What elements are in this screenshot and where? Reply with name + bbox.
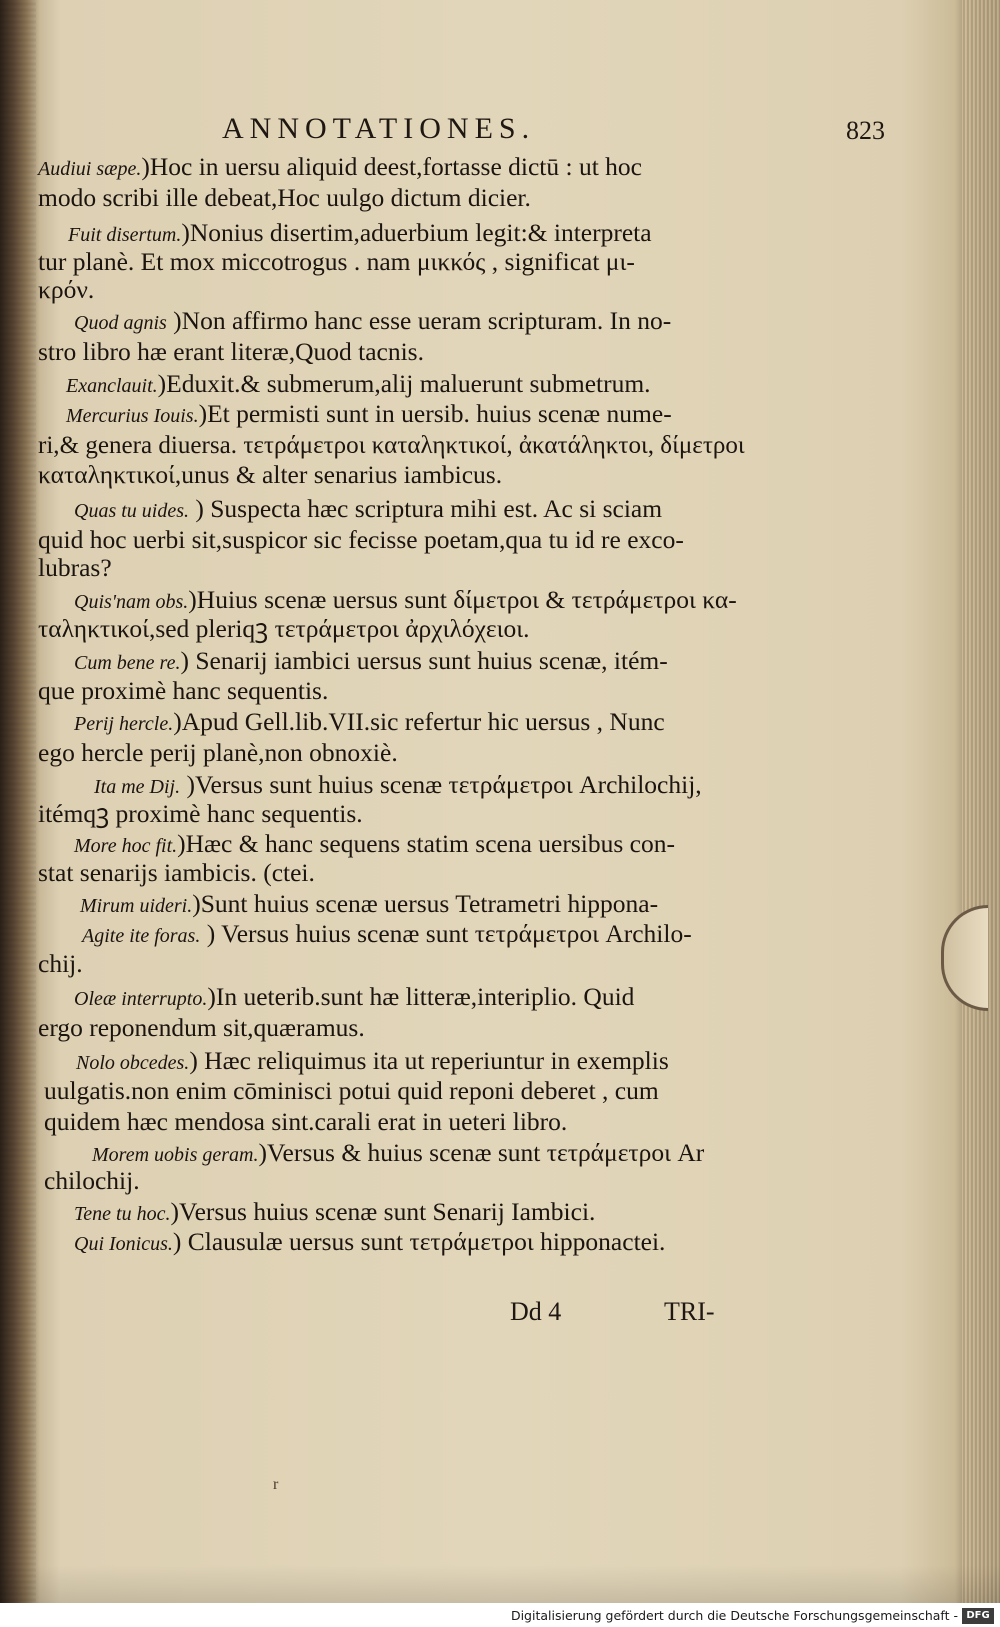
text-line (38, 337, 424, 367)
text-line (38, 676, 328, 706)
line-text: ) Hæc reliquimus ita ut reperiuntur in exemplis (189, 1046, 669, 1075)
line-text: καταληκτικοί,unus & alter senarius iambicus. (38, 460, 503, 489)
lemma: Tene tu hoc. (74, 1203, 171, 1225)
text-line (74, 306, 671, 338)
line-text: )Versus & huius scenæ sunt τετράμετροι Ar (258, 1138, 705, 1167)
line-text: )Et permisti sunt in uersib. huius scenæ nume- (198, 399, 672, 428)
bottom-shadow (0, 1565, 1000, 1605)
text-line (74, 646, 668, 678)
line-text: )In ueterib.sunt hæ litteræ,interiplio. Quid (207, 982, 635, 1011)
lemma: Perij hercle. (74, 713, 174, 735)
lemma: Oleæ interrupto. (74, 988, 208, 1010)
footer-credit: Digitalisierung gefördert durch die Deutsche Forschungsgemeinschaft - (510, 1608, 958, 1623)
line-text: que proximè hanc sequentis. (38, 676, 329, 705)
lemma: Audiui sæpe. (38, 158, 142, 180)
lemma: Morem uobis geram. (92, 1144, 259, 1166)
line-text: itémqꝫ proximè hanc sequentis. (38, 799, 363, 828)
line-text: chij. (38, 949, 83, 978)
text-line (66, 369, 651, 401)
text-line (38, 152, 642, 184)
line-text: ri,& genera diuersa. τετράμετροι καταληκτικοί, ἀκατάληκτοι, δίμετροι (38, 430, 745, 459)
line-text: tur planè. Et mox miccotrogus . nam μικκός , significat μι- (38, 247, 635, 276)
text-line (92, 1138, 704, 1170)
text-line (38, 553, 112, 583)
text-line (66, 399, 672, 431)
text-line (38, 949, 83, 979)
text-line (74, 585, 737, 617)
text-line (94, 770, 702, 802)
text-line (74, 707, 665, 739)
line-text: ) Senarij iambici uersus sunt huius scenæ, itém- (180, 646, 668, 675)
text-line (44, 1166, 140, 1196)
lemma: Exanclauit. (66, 375, 158, 397)
line-text: ) Versus huius scenæ sunt τετράμετροι Archilo- (200, 919, 692, 948)
text-line (74, 494, 662, 526)
lemma: Mirum uideri. (80, 895, 193, 917)
line-text: modo scribi ille debeat,Hoc uulgo dictum dicier. (38, 183, 531, 212)
text-line (74, 829, 675, 861)
book-gutter (0, 0, 36, 1627)
line-text: ego hercle perij planè,non obnoxiè. (38, 738, 398, 767)
catchword: TRI- (664, 1297, 715, 1326)
signature-mark: Dd 4 (510, 1297, 562, 1326)
lemma: Nolo obcedes. (76, 1052, 190, 1074)
text-line (38, 275, 94, 305)
line-text: )Versus sunt huius scenæ τετράμετροι Archilochij, (180, 770, 702, 799)
stray-mark: r (273, 1476, 279, 1493)
lemma: Cum bene re. (74, 652, 181, 674)
lemma: Fuit disertum. (68, 224, 182, 246)
text-line (38, 858, 315, 888)
page-clip (941, 905, 988, 1011)
lemma: Ita me Dij. (94, 776, 181, 798)
text-line (74, 1227, 665, 1259)
line-text: ταληκτικοί,sed pleriqꝫ τετράμετροι ἀρχιλόχειοι. (38, 614, 530, 643)
text-line (38, 799, 363, 829)
text-line (38, 525, 684, 555)
line-text: stro libro hæ erant literæ,Quod tacnis. (38, 337, 424, 366)
line-text: )Huius scenæ uersus sunt δίμετροι & τετράμετροι κα- (188, 585, 737, 614)
page-number: 823 (846, 116, 885, 145)
line-text: )Nonius disertim,aduerbium legit:& interpreta (181, 218, 652, 247)
line-text: quid hoc uerbi sit,suspicor sic fecisse poetam,qua tu id re exco- (38, 525, 684, 554)
text-line (38, 460, 502, 490)
text-line (68, 218, 652, 250)
line-text: )Apud Gell.lib.VII.sic refertur hic uersus , Nunc (173, 707, 665, 736)
line-text: )Sunt huius scenæ uersus Tetrametri hippona- (192, 889, 659, 918)
line-text: ergo reponendum sit,quæramus. (38, 1013, 365, 1042)
lemma: Qui Ionicus. (74, 1233, 173, 1255)
line-text: stat senarijs iambicis. (ctei. (38, 858, 315, 887)
dfg-logo: DFG (962, 1608, 994, 1624)
page-stack-edge (962, 0, 1000, 1627)
text-line (80, 889, 658, 921)
footer-bar (0, 1603, 1000, 1627)
line-text: κρόν. (38, 275, 95, 304)
lemma: More hoc fit. (74, 835, 178, 857)
line-text: uulgatis.non enim cōminisci potui quid reponi deberet , cum (44, 1076, 659, 1105)
text-line (38, 183, 531, 213)
lemma: Quis'nam obs. (74, 591, 189, 613)
lemma: Agite ite foras. (82, 925, 201, 947)
text-line (38, 247, 635, 277)
lemma: Mercurius Iouis. (66, 405, 199, 427)
line-text: )Non affirmo hanc esse ueram scripturam. In no- (166, 306, 672, 335)
lemma: Quod agnis (74, 312, 167, 334)
text-line (74, 982, 634, 1014)
text-line (38, 614, 529, 644)
line-text: ) Suspecta hæc scriptura mihi est. Ac si sciam (189, 494, 663, 523)
line-text: )Hæc & hanc sequens statim scena uersibus con- (177, 829, 675, 858)
text-line (44, 1076, 659, 1106)
line-text: ) Clausulæ uersus sunt τετράμετροι hipponactei. (172, 1227, 666, 1256)
line-text: )Versus huius scenæ sunt Senarij Iambici. (170, 1197, 596, 1226)
text-line (74, 1197, 595, 1229)
line-text: quidem hæc mendosa sint.carali erat in ueteri libro. (44, 1107, 568, 1136)
line-text: )Hoc in uersu aliquid deest,fortasse dictū : ut hoc (141, 152, 643, 181)
line-text: )Eduxit.& submerum,alij maluerunt submetrum. (157, 369, 651, 398)
text-line (76, 1046, 669, 1078)
text-line (44, 1107, 567, 1137)
running-head: ANNOTATIONES. (222, 112, 536, 145)
text-line (38, 430, 745, 460)
text-line (82, 919, 692, 951)
text-line (38, 1013, 365, 1043)
lemma: Quas tu uides. (74, 500, 189, 522)
line-text: lubras? (38, 553, 112, 582)
line-text: chilochij. (44, 1166, 140, 1195)
text-line (38, 738, 398, 768)
